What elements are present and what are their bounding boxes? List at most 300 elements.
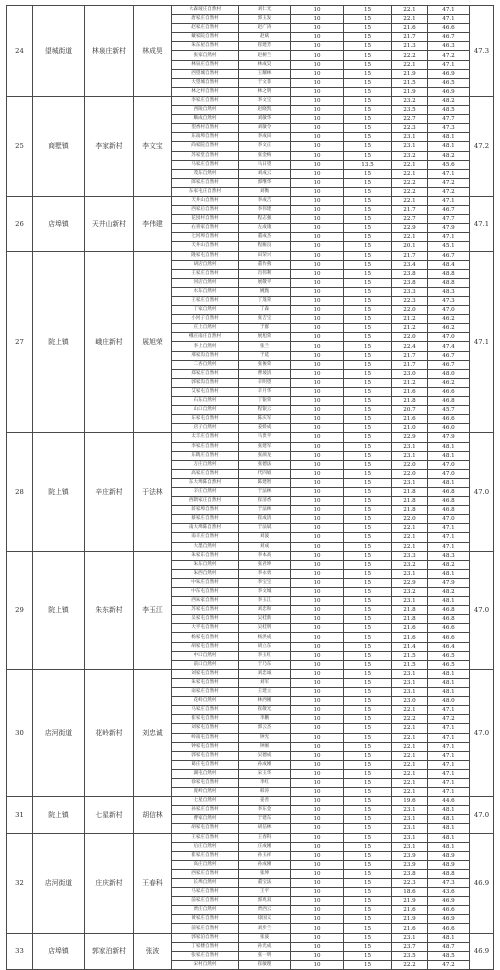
row-total: 48.9 (428, 851, 470, 860)
village-contact: 杨洪成 (239, 633, 291, 642)
village-contact: 林西刚 (239, 697, 291, 706)
village-contact: 张建军 (239, 442, 291, 451)
score-a: 10 (291, 860, 344, 869)
score-c: 21.9 (392, 897, 428, 906)
village-contact: 李宝宝 (239, 578, 291, 587)
score-a: 10 (291, 906, 344, 915)
row-total: 47.1 (428, 169, 470, 178)
score-c: 23.1 (392, 451, 428, 460)
leader-cell: 林成昊 (134, 6, 172, 97)
score-a: 10 (291, 869, 344, 878)
score-c: 21.8 (392, 397, 428, 406)
score-b: 15 (344, 469, 392, 478)
natural-village: 李上自然村 (172, 342, 239, 351)
natural-village: 后庄自然村 (172, 842, 239, 851)
score-c: 22.3 (392, 297, 428, 306)
score-b: 15 (344, 260, 392, 269)
group-number: 28 (7, 433, 33, 551)
score-b: 15 (344, 515, 392, 524)
group-average: 47.0 (470, 669, 494, 796)
village-contact: 陈建智 (239, 478, 291, 487)
score-b: 15 (344, 69, 392, 78)
village-contact: 于建东 (239, 815, 291, 824)
natural-village: 二杏自然村 (172, 360, 239, 369)
leader-cell: 展旭荣 (134, 251, 172, 433)
score-c: 23.9 (392, 860, 428, 869)
score-b: 15 (344, 879, 392, 888)
score-a: 10 (291, 51, 344, 60)
natural-village: 前口自然村 (172, 660, 239, 669)
village-contact: 丁森 (239, 306, 291, 315)
row-total: 46.2 (428, 315, 470, 324)
natural-village: 胡店自然村 (172, 260, 239, 269)
score-a: 10 (291, 578, 344, 587)
row-total: 47.0 (428, 306, 470, 315)
row-total: 47.1 (428, 524, 470, 533)
score-b: 15 (344, 869, 392, 878)
score-b: 15 (344, 697, 392, 706)
group-number: 32 (7, 833, 33, 933)
score-c: 21.8 (392, 487, 428, 496)
score-a: 10 (291, 96, 344, 105)
score-c: 21.6 (392, 906, 428, 915)
score-b: 15 (344, 106, 392, 115)
score-a: 10 (291, 297, 344, 306)
score-b: 15 (344, 960, 392, 969)
score-a: 10 (291, 160, 344, 169)
row-total: 46.6 (428, 387, 470, 396)
row-total: 47.1 (428, 533, 470, 542)
score-b: 15 (344, 678, 392, 687)
village-contact: 郭玉发 (239, 15, 291, 24)
village-contact: 郭兆双 (239, 897, 291, 906)
village-cell: 郭家泊新村 (85, 933, 134, 969)
row-total: 48.2 (428, 588, 470, 597)
natural-village: 黄家庄自然村 (172, 915, 239, 924)
natural-village: 崔家庄自然村 (172, 851, 239, 860)
natural-village: 丁家楼自然村 (172, 942, 239, 951)
village-contact: 林之明 (239, 87, 291, 96)
score-c: 22.1 (392, 760, 428, 769)
score-b: 15 (344, 442, 392, 451)
village-contact: 张颜龙 (239, 451, 291, 460)
score-a: 10 (291, 651, 344, 660)
score-b: 15 (344, 624, 392, 633)
score-b: 15 (344, 933, 392, 942)
score-c: 22.1 (392, 742, 428, 751)
score-c: 22.1 (392, 778, 428, 787)
score-c: 21.7 (392, 360, 428, 369)
town-cell: 院上镇 (33, 797, 85, 833)
score-c: 21.8 (392, 506, 428, 515)
score-b: 15 (344, 660, 392, 669)
natural-village: 万庄自然村 (172, 460, 239, 469)
score-b: 15 (344, 151, 392, 160)
village-contact: 刘步兰 (239, 924, 291, 933)
natural-village: 顺成自然村 (172, 115, 239, 124)
row-total: 46.8 (428, 615, 470, 624)
group-number: 26 (7, 196, 33, 251)
leader-cell: 李文宝 (134, 96, 172, 196)
natural-village: 孙家庄自然村 (172, 806, 239, 815)
village-cell: 李家新村 (85, 96, 134, 196)
row-total: 46.6 (428, 906, 470, 915)
score-a: 10 (291, 615, 344, 624)
village-contact: 吴桂明 (239, 624, 291, 633)
score-c: 18.6 (392, 888, 428, 897)
village-contact: 张吉宝 (239, 315, 291, 324)
score-b: 15 (344, 842, 392, 851)
natural-village: 西朱家自然村 (172, 597, 239, 606)
score-b: 15 (344, 788, 392, 797)
row-total: 47.2 (428, 51, 470, 60)
row-total: 48.0 (428, 697, 470, 706)
village-contact: 吴桂新 (239, 615, 291, 624)
score-b: 15 (344, 433, 392, 442)
natural-village: 东隋庄自然村 (172, 451, 239, 460)
village-contact: 徐国义 (239, 915, 291, 924)
score-c: 23.2 (392, 96, 428, 105)
score-b: 15 (344, 206, 392, 215)
score-a: 10 (291, 433, 344, 442)
score-c: 23.2 (392, 560, 428, 569)
village-contact: 崔建芳 (239, 42, 291, 51)
village-contact: 刘忠和 (239, 606, 291, 615)
score-a: 10 (291, 387, 344, 396)
leader-cell: 刘忠诚 (134, 669, 172, 796)
score-c: 23.5 (392, 951, 428, 960)
score-c: 19.6 (392, 797, 428, 806)
row-total: 47.9 (428, 578, 470, 587)
natural-village: 山口自然村 (172, 406, 239, 415)
natural-village: 朱东屋自然村 (172, 42, 239, 51)
score-a: 10 (291, 42, 344, 51)
score-c: 21.6 (392, 387, 428, 396)
score-b: 15 (344, 478, 392, 487)
row-total: 47.4 (428, 342, 470, 351)
natural-village: 隆家屯自然村 (172, 251, 239, 260)
score-c: 22.0 (392, 460, 428, 469)
row-total: 48.3 (428, 287, 470, 296)
row-total: 47.1 (428, 196, 470, 205)
score-c: 21.4 (392, 642, 428, 651)
row-total: 48.1 (428, 451, 470, 460)
score-a: 10 (291, 769, 344, 778)
score-a: 10 (291, 533, 344, 542)
natural-village: 大望城自然村 (172, 78, 239, 87)
village-contact: 王平 (239, 888, 291, 897)
score-b: 15 (344, 715, 392, 724)
village-contact: 刘波 (239, 533, 291, 542)
village-contact: 郭云杰 (239, 724, 291, 733)
village-contact: 胡信林 (239, 824, 291, 833)
score-c: 21.7 (392, 206, 428, 215)
score-c: 23.1 (392, 478, 428, 487)
village-contact: 刘军 (239, 678, 291, 687)
score-c: 21.7 (392, 351, 428, 360)
score-b: 15 (344, 742, 392, 751)
row-total: 47.1 (428, 733, 470, 742)
score-c: 23.2 (392, 588, 428, 597)
village-contact: 张君坤 (239, 560, 291, 569)
score-a: 10 (291, 824, 344, 833)
row-total: 47.7 (428, 115, 470, 124)
village-contact: 贾西云 (239, 906, 291, 915)
town-cell: 商墅镇 (33, 96, 85, 196)
village-contact: 李玉红 (239, 651, 291, 660)
row-total: 47.1 (428, 751, 470, 760)
score-b: 15 (344, 706, 392, 715)
score-c: 21.2 (392, 378, 428, 387)
row-total: 46.8 (428, 487, 470, 496)
natural-village: 邢家沟自然村 (172, 351, 239, 360)
score-a: 10 (291, 642, 344, 651)
village-contact: 刘仁光 (239, 6, 291, 15)
score-b: 15 (344, 324, 392, 333)
town-cell: 店埠镇 (33, 196, 85, 251)
village-contact: 赵斌 (239, 33, 291, 42)
score-c: 23.8 (392, 278, 428, 287)
score-a: 10 (291, 278, 344, 287)
score-c: 23.1 (392, 442, 428, 451)
row-total: 47.9 (428, 433, 470, 442)
town-cell: 院上镇 (33, 251, 85, 433)
natural-village: 徐家屯自然村 (172, 778, 239, 787)
natural-village: 右青家自然村 (172, 224, 239, 233)
row-total: 48.5 (428, 951, 470, 960)
score-b: 15 (344, 360, 392, 369)
score-b: 15 (344, 669, 392, 678)
row-total: 46.8 (428, 506, 470, 515)
village-contact: 李文宝 (239, 96, 291, 105)
score-c: 21.3 (392, 42, 428, 51)
score-b: 15 (344, 497, 392, 506)
score-a: 10 (291, 460, 344, 469)
score-a: 10 (291, 187, 344, 196)
village-contact: 刘敏令 (239, 124, 291, 133)
score-b: 15 (344, 833, 392, 842)
natural-village: 西家后自然村 (172, 206, 239, 215)
group-number: 24 (7, 6, 33, 97)
score-a: 10 (291, 551, 344, 560)
score-c: 22.1 (392, 196, 428, 205)
score-b: 15 (344, 424, 392, 433)
score-b: 15 (344, 542, 392, 551)
score-a: 10 (291, 569, 344, 578)
score-b: 15 (344, 533, 392, 542)
row-total: 48.8 (428, 278, 470, 287)
score-c: 23.1 (392, 142, 428, 151)
village-contact: 辛月华 (239, 387, 291, 396)
score-a: 10 (291, 960, 344, 969)
row-total: 47.1 (428, 724, 470, 733)
score-b: 15 (344, 24, 392, 33)
row-total: 48.1 (428, 442, 470, 451)
score-c: 22.1 (392, 724, 428, 733)
row-total: 47.3 (428, 124, 470, 133)
group-average: 46.9 (470, 833, 494, 933)
natural-village: 花岭自然村 (172, 697, 239, 706)
score-a: 10 (291, 224, 344, 233)
village-cell: 花岭新村 (85, 669, 134, 796)
row-total: 47.2 (428, 960, 470, 969)
score-c: 23.1 (392, 833, 428, 842)
score-a: 10 (291, 715, 344, 724)
village-contact: 于群 (239, 324, 291, 333)
score-a: 10 (291, 351, 344, 360)
score-b: 15 (344, 651, 392, 660)
score-b: 15 (344, 124, 392, 133)
village-contact: 张坤 (239, 869, 291, 878)
natural-village: 艾家屯自然村 (172, 387, 239, 396)
natural-village: 七河埠自然村 (172, 233, 239, 242)
score-b: 15 (344, 597, 392, 606)
row-total: 48.1 (428, 824, 470, 833)
village-contact: 李文城 (239, 588, 291, 597)
score-b: 15 (344, 215, 392, 224)
score-b: 15 (344, 642, 392, 651)
village-contact: 姜娇成 (239, 424, 291, 433)
group-number: 25 (7, 96, 33, 196)
village-contact: 孙光成 (239, 942, 291, 951)
town-cell: 院上镇 (33, 551, 85, 669)
village-contact: 展旭荣 (239, 333, 291, 342)
natural-village: 岭南屯自然村 (172, 733, 239, 742)
score-b: 15 (344, 888, 392, 897)
score-c: 23.4 (392, 260, 428, 269)
natural-village: 太丰庄自然村 (172, 433, 239, 442)
score-b: 15 (344, 633, 392, 642)
row-total: 46.5 (428, 660, 470, 669)
score-c: 22.1 (392, 542, 428, 551)
score-b: 15 (344, 824, 392, 833)
score-a: 10 (291, 260, 344, 269)
natural-village: 钟家屯自然村 (172, 742, 239, 751)
row-total: 45.1 (428, 242, 470, 251)
score-a: 10 (291, 915, 344, 924)
town-cell: 望城街道 (33, 6, 85, 97)
score-c: 22.2 (392, 51, 428, 60)
score-c: 20.1 (392, 242, 428, 251)
village-contact: 于延 (239, 351, 291, 360)
town-cell: 店河街道 (33, 669, 85, 796)
natural-village: 曹家自然村 (172, 815, 239, 824)
score-b: 15 (344, 378, 392, 387)
score-c: 22.7 (392, 215, 428, 224)
score-b: 15 (344, 351, 392, 360)
natural-village: 马家庄自然村 (172, 706, 239, 715)
natural-village: 郭家泊自然村 (172, 933, 239, 942)
score-b: 15 (344, 951, 392, 960)
score-a: 10 (291, 806, 344, 815)
score-c: 23.7 (392, 942, 428, 951)
score-b: 15 (344, 15, 392, 24)
score-c: 22.3 (392, 124, 428, 133)
score-c: 22.2 (392, 960, 428, 969)
score-c: 22.2 (392, 715, 428, 724)
natural-village: 店子自然村 (172, 424, 239, 433)
score-c: 22.2 (392, 178, 428, 187)
natural-village: 前家庄自然村 (172, 924, 239, 933)
row-total: 48.8 (428, 269, 470, 278)
natural-village: 东南埠自然村 (172, 133, 239, 142)
village-cell: 辛庄新村 (85, 433, 134, 551)
score-c: 23.1 (392, 133, 428, 142)
score-c: 22.4 (392, 342, 428, 351)
village-contact: 董成杰 (239, 233, 291, 242)
village-contact: 钟刚 (239, 742, 291, 751)
row-total: 48.7 (428, 942, 470, 951)
natural-village: 刘家屯自然村 (172, 669, 239, 678)
score-b: 15 (344, 724, 392, 733)
natural-village: 东大埠陈自然村 (172, 478, 239, 487)
score-b: 15 (344, 87, 392, 96)
row-total: 48.0 (428, 369, 470, 378)
natural-village: 郑家庄自然村 (172, 369, 239, 378)
score-b: 15 (344, 851, 392, 860)
village-contact: 孙成刚 (239, 760, 291, 769)
score-b: 15 (344, 78, 392, 87)
natural-village: 张家自然村 (172, 51, 239, 60)
score-c: 22.1 (392, 733, 428, 742)
natural-village: 丁家自然村 (172, 306, 239, 315)
village-contact: 程志强 (239, 215, 291, 224)
village-contact: 刘成云 (239, 169, 291, 178)
score-b: 15 (344, 251, 392, 260)
village-cell: 七星新村 (85, 797, 134, 833)
score-c: 23.1 (392, 806, 428, 815)
score-c: 23.1 (392, 815, 428, 824)
table-row (7, 669, 494, 678)
score-a: 10 (291, 888, 344, 897)
natural-village: 苏家屯自然村 (172, 606, 239, 615)
table-row (7, 797, 494, 806)
score-c: 23.1 (392, 933, 428, 942)
group-average: 47.2 (470, 96, 494, 196)
natural-village: 南大埠陈自然村 (172, 524, 239, 533)
natural-village: 望香村自然村 (172, 124, 239, 133)
table-row (7, 6, 494, 15)
row-total: 48.1 (428, 569, 470, 578)
score-a: 10 (291, 442, 344, 451)
row-total: 48.1 (428, 842, 470, 851)
score-a: 10 (291, 478, 344, 487)
natural-village: 李家庄自然村 (172, 96, 239, 105)
row-total: 46.7 (428, 251, 470, 260)
row-total: 47.2 (428, 187, 470, 196)
score-c: 22.1 (392, 533, 428, 542)
score-b: 15 (344, 524, 392, 533)
natural-village: 峨庄南庄自然村 (172, 333, 239, 342)
score-a: 10 (291, 851, 344, 860)
score-b: 15 (344, 142, 392, 151)
natural-village: 七星自然村 (172, 797, 239, 806)
score-a: 10 (291, 597, 344, 606)
village-contact: 丁蓬荣 (239, 297, 291, 306)
row-total: 45.6 (428, 160, 470, 169)
score-a: 10 (291, 933, 344, 942)
score-b: 15 (344, 906, 392, 915)
village-contact: 李本高 (239, 551, 291, 560)
score-c: 22.9 (392, 224, 428, 233)
score-a: 10 (291, 406, 344, 415)
score-a: 10 (291, 287, 344, 296)
village-contact: 张金梅 (239, 151, 291, 160)
row-total: 48.1 (428, 933, 470, 942)
score-c: 21.9 (392, 69, 428, 78)
score-c: 23.1 (392, 688, 428, 697)
row-total: 43.6 (428, 888, 470, 897)
